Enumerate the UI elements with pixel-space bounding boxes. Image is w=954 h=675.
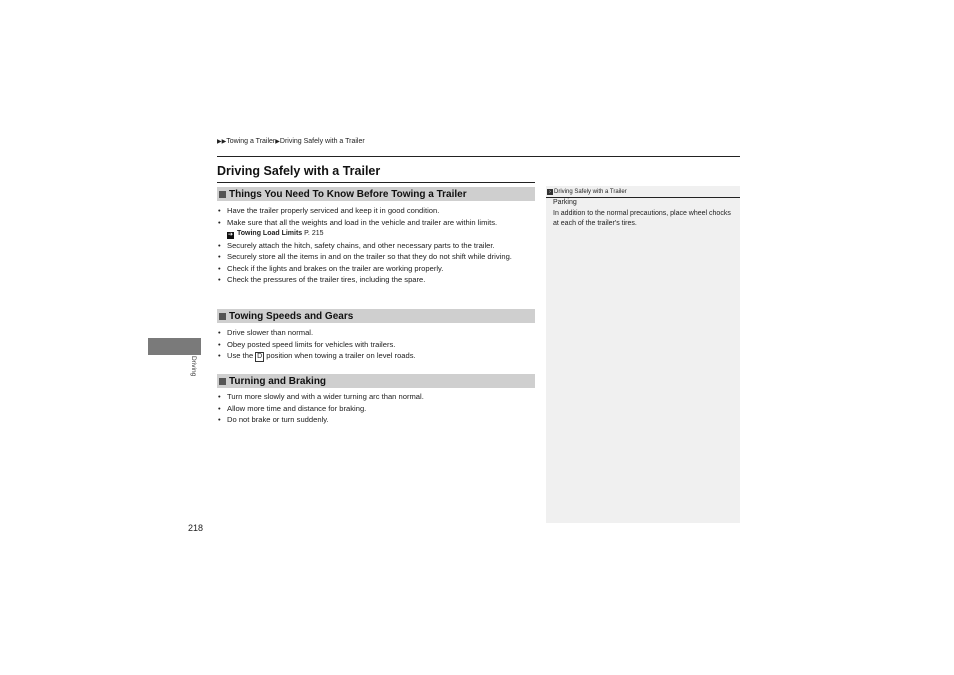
note-body: In addition to the normal precautions, place wheel chocks at each of the trailer's tires.	[553, 210, 731, 227]
note-icon: ›	[547, 189, 553, 195]
list-item: • Allow more time and distance for braking.	[218, 403, 367, 413]
chapter-tab[interactable]	[148, 338, 201, 355]
page-title: Driving Safely with a Trailer	[217, 164, 381, 178]
bullet-icon: •	[218, 252, 221, 261]
breadcrumb	[217, 138, 365, 145]
bullet-icon: •	[218, 351, 221, 360]
bullet-icon: •	[218, 328, 221, 337]
reference-arrow-icon: ➔	[227, 232, 234, 238]
breadcrumb-item-towing[interactable]: Towing a Trailer	[226, 138, 276, 145]
section-square-icon	[219, 378, 226, 385]
section-header-things	[217, 187, 535, 201]
section-square-icon	[219, 191, 226, 198]
top-divider	[217, 156, 740, 157]
section-square-icon	[219, 313, 226, 320]
list-item: • Obey posted speed limits for vehicles with trailers.	[218, 339, 396, 349]
note-subheading: Parking	[553, 199, 577, 206]
things-list	[217, 205, 539, 286]
list-item: • Check the pressures of the trailer tires, including the spare.	[218, 275, 426, 284]
speeds-list	[217, 327, 539, 362]
bullet-icon: •	[218, 392, 221, 401]
list-item: • Securely attach the hitch, safety chains, and other necessary parts to the trailer.	[218, 240, 495, 250]
section-title: Turning and Braking	[229, 375, 327, 387]
breadcrumb-separator-icon: ▶	[275, 139, 280, 145]
section-title: Towing Speeds and Gears	[229, 310, 354, 322]
list-item: • Use the D position when towing a trailer on level roads.	[218, 351, 416, 360]
list-item: • Turn more slowly and with a wider turning arc than normal.	[218, 392, 424, 401]
breadcrumb-arrow-icon: ▶▶	[217, 139, 227, 145]
list-item: • Have the trailer properly serviced and keep it in good condition.	[218, 206, 440, 215]
breadcrumb-item-current: Driving Safely with a Trailer	[279, 138, 365, 145]
list-item: • Make sure that all the weights and load in the vehicle and trailer are within limits.	[218, 217, 498, 227]
bullet-icon: •	[218, 339, 221, 349]
bullet-icon: •	[218, 263, 221, 273]
bullet-icon: •	[218, 240, 221, 250]
gear-d-key: D	[257, 353, 263, 360]
list-item: • Check if the lights and brakes on the trailer are working properly.	[218, 263, 444, 273]
list-item: • Securely store all the items in and on the trailer so that they do not shift while driving.	[218, 252, 512, 261]
page-number: 218	[188, 523, 204, 533]
note-heading: Driving Safely with a Trailer	[554, 189, 627, 195]
bullet-icon: •	[218, 403, 221, 413]
bullet-icon: •	[218, 206, 221, 215]
note-panel	[546, 186, 740, 523]
list-item: • Drive slower than normal.	[218, 328, 314, 337]
list-item: • Do not brake or turn suddenly.	[218, 415, 329, 424]
note-header	[546, 187, 740, 197]
reference-link[interactable]: ➔ Towing Load Limits P. 215	[227, 230, 324, 238]
bullet-icon: •	[218, 415, 221, 424]
section-header-speeds	[217, 309, 535, 323]
section-title: Things You Need To Know Before Towing a Trailer	[229, 188, 467, 200]
section-header-turning	[217, 374, 535, 388]
title-divider	[217, 182, 535, 183]
note-divider	[546, 197, 740, 198]
bullet-icon: •	[218, 217, 221, 227]
chapter-tab-label: Driving	[190, 356, 197, 377]
bullet-icon: •	[218, 275, 221, 284]
turning-list	[217, 391, 539, 426]
